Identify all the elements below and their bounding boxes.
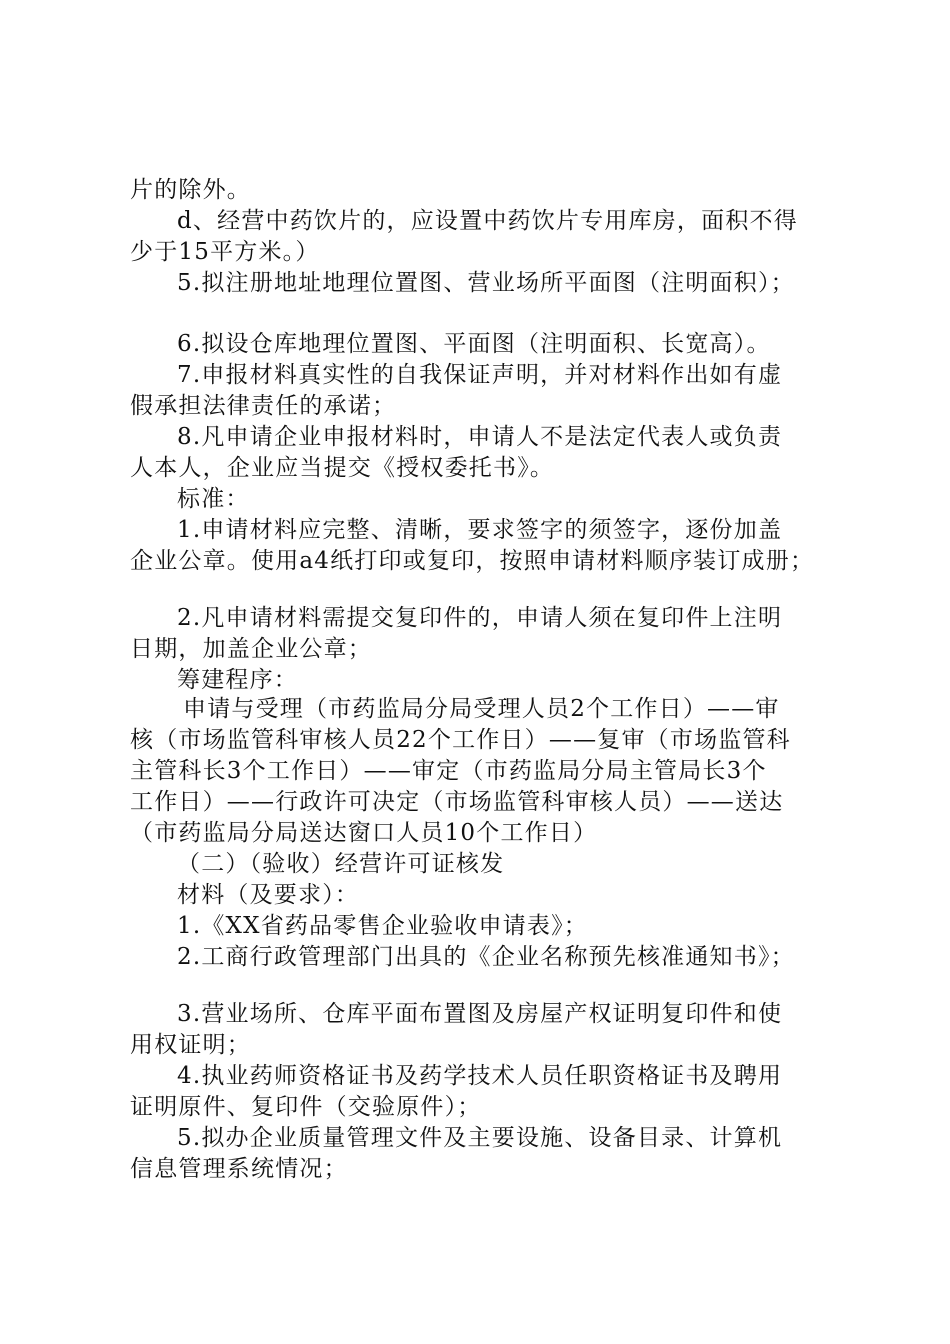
text-line: 主管科长3个工作日）——审定（市药监局分局主管局长3个 — [130, 758, 767, 784]
text-line: 企业公章。使用a4纸打印或复印，按照申请材料顺序装订成册； — [130, 548, 815, 574]
text-line: 用权证明； — [130, 1032, 251, 1058]
section-heading: （二）（验收）经营许可证核发 — [177, 851, 505, 877]
text-line: 少于15平方米。） — [130, 239, 320, 265]
section-heading: 筹建程序： — [177, 667, 298, 693]
text-line: 片的除外。 — [130, 177, 251, 203]
text-line: 3.营业场所、仓库平面布置图及房屋产权证明复印件和使 — [177, 1001, 783, 1027]
section-heading: 标准： — [177, 486, 250, 512]
text-line: 5.拟注册地址地理位置图、营业场所平面图（注明面积）； — [177, 270, 795, 296]
text-line: 2.凡申请材料需提交复印件的，申请人须在复印件上注明 — [177, 605, 783, 631]
text-line: 申请与受理（市药监局分局受理人员2个工作日）——审 — [183, 696, 780, 722]
text-line: 人本人，企业应当提交《授权委托书》。 — [130, 455, 555, 481]
text-line: 核（市场监管科审核人员22个工作日）——复审（市场监管科 — [130, 727, 791, 753]
text-line: 假承担法律责任的承诺； — [130, 393, 397, 419]
text-line: （市药监局分局送达窗口人员10个工作日） — [130, 820, 598, 846]
section-heading: 材料（及要求）： — [177, 882, 360, 908]
text-line: 2.工商行政管理部门出具的《企业名称预先核准通知书》； — [177, 944, 795, 970]
text-line: 4.执业药师资格证书及药学技术人员任职资格证书及聘用 — [177, 1063, 783, 1089]
text-line: 工作日）——行政许可决定（市场监管科审核人员）——送达 — [130, 789, 784, 815]
text-line: 信息管理系统情况； — [130, 1156, 348, 1182]
text-line: 1.申请材料应完整、清晰，要求签字的须签字，逐份加盖 — [177, 517, 783, 543]
text-line: 7.申报材料真实性的自我保证声明，并对材料作出如有虚 — [177, 362, 783, 388]
text-line: 1.《XX省药品零售企业验收申请表》； — [177, 913, 588, 939]
text-line: 证明原件、复印件（交验原件）； — [130, 1094, 482, 1120]
text-line: 8.凡申请企业申报材料时，申请人不是法定代表人或负责 — [177, 424, 783, 450]
text-line: 5.拟办企业质量管理文件及主要设施、设备目录、计算机 — [177, 1125, 783, 1151]
text-line: 6.拟设仓库地理位置图、平面图（注明面积、长宽高）。 — [177, 331, 771, 357]
text-line: 日期，加盖企业公章； — [130, 636, 372, 662]
text-line: d、经营中药饮片的，应设置中药饮片专用库房，面积不得 — [177, 208, 798, 234]
